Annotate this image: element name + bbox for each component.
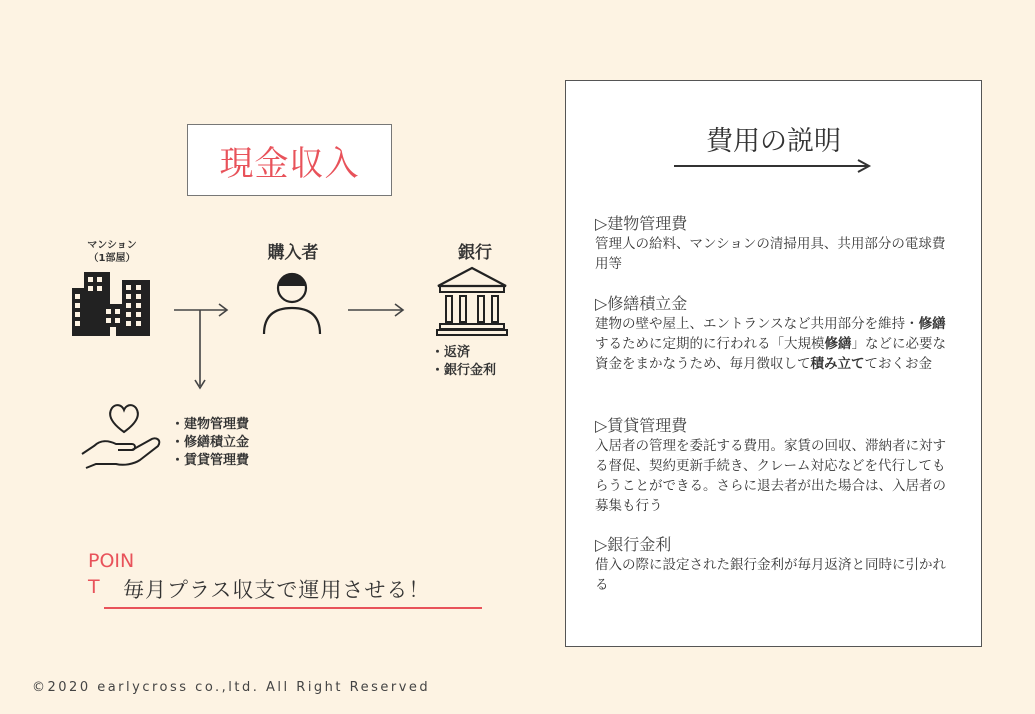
section-body: 借入の際に設定された銀行金利が毎月返済と同時に引かれる xyxy=(595,557,946,593)
mansion-label-line2: （1部屋） xyxy=(88,253,136,264)
person-icon xyxy=(260,268,324,336)
copyright: ©2020 earlycross co.,ltd. All Right Reserved xyxy=(32,680,431,695)
section-heading: ▷賃貸管理費 xyxy=(595,416,688,435)
bank-item: ・ 返済 xyxy=(431,344,496,362)
bank-icon xyxy=(436,266,508,336)
section-heading: ▷修繕積立金 xyxy=(595,294,688,313)
point-underline xyxy=(104,607,482,609)
mansion-label xyxy=(70,239,154,265)
bank-item-list xyxy=(431,344,496,380)
section-body-text: 建物の壁や屋上、エントランスなど共用部分を維持・ xyxy=(595,316,919,332)
section-building-management xyxy=(595,211,951,274)
bank-label: 銀行 xyxy=(458,243,492,263)
arrow-buyer-to-bank xyxy=(346,302,408,320)
panel-title: 費用の説明 xyxy=(706,126,841,157)
point-text: 毎月プラス収支で運用させる！ xyxy=(123,578,431,602)
arrow-right-icon xyxy=(672,158,872,174)
section-heading: ▷銀行金利 xyxy=(595,535,672,554)
section-body: 入居者の管理を委託する費用。家賃の回収、滞納者に対する督促、契約更新手続き、クレーム対応などを代行してもらうことができる。さらに退去者が出た場合は、入居者の募集も行う xyxy=(595,438,946,514)
section-rental-management xyxy=(595,413,951,516)
section-body-bold: 積み立て xyxy=(810,356,865,372)
expense-item: ・ 賃貸管理費 xyxy=(171,452,249,470)
section-body-text: するために定期的に行われる「大規模 xyxy=(595,336,825,352)
section-body xyxy=(595,314,951,374)
expense-item-list xyxy=(171,416,249,470)
section-repair-reserve xyxy=(595,291,951,374)
hand-heart-icon xyxy=(80,400,166,470)
section-body-text: ておくお金 xyxy=(864,356,932,372)
section-body: 管理人の給料、マンションの清掃用具、共用部分の電球費用等 xyxy=(595,236,946,272)
page-title: 現金収入 xyxy=(187,124,392,196)
building-icon xyxy=(70,270,152,338)
mansion-label-line1: マンション xyxy=(87,240,137,251)
section-body-text: 」などに必要な資金をまかなうため、毎月徴収して xyxy=(595,336,946,372)
buyer-label: 購入者 xyxy=(267,243,319,263)
expense-item: ・ 修繕積立金 xyxy=(171,434,249,452)
bank-item: ・ 銀行金利 xyxy=(431,362,496,380)
flow-arrows-left xyxy=(172,300,232,392)
section-body-bold: 修繕 xyxy=(918,316,946,332)
section-bank-interest xyxy=(595,532,951,595)
expense-explanation-panel xyxy=(565,80,982,647)
point-label-line2: T xyxy=(88,576,100,598)
expense-item: ・ 建物管理費 xyxy=(171,416,249,434)
section-body-bold: 修繕 xyxy=(824,336,852,352)
section-heading: ▷建物管理費 xyxy=(595,214,688,233)
point-label-line1: POIN xyxy=(88,550,135,572)
